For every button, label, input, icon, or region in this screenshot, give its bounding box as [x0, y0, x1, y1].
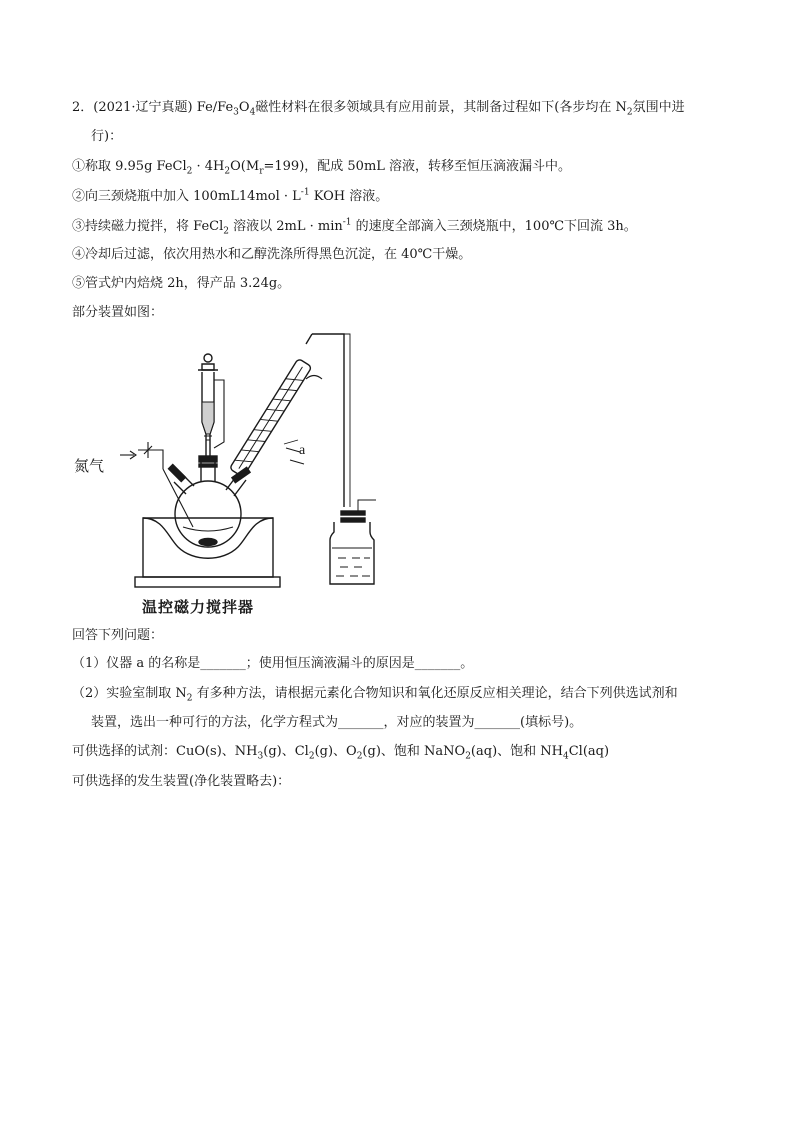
step-5 — [72, 275, 290, 293]
stirrer-foot — [135, 577, 280, 587]
subscript: 3 — [257, 751, 264, 762]
subscript: 2 — [465, 751, 471, 762]
step-text: =199) — [263, 159, 305, 174]
apparatus-intro: 部分装置如图： — [72, 305, 164, 320]
step-text: ②向三颈烧瓶中加入 100mL14mol · L — [72, 189, 301, 204]
nitrogen-label: 氮气 — [74, 457, 105, 475]
reagent-text: (g)、Cl — [263, 744, 309, 759]
wash-bottle — [330, 522, 374, 584]
subscript: 2 — [356, 751, 363, 762]
question-stem-line-1 — [72, 99, 685, 117]
step-4 — [72, 246, 471, 264]
apparatus-figure — [68, 322, 398, 622]
reagent-text: (g)、O — [314, 744, 357, 759]
three-neck-flask — [175, 481, 241, 547]
condenser-a — [229, 358, 311, 477]
subscript: 4 — [249, 107, 256, 118]
step-text: ③持续磁力搅拌，将 FeCl — [72, 219, 224, 234]
subscript: 2 — [626, 107, 633, 118]
sub-question-1: （1）仪器 a 的名称是_______；使用恒压滴液漏斗的原因是_______。 — [72, 656, 474, 671]
step-text: ，配成 50mL 溶液，转移至恒压滴液漏斗中。 — [304, 159, 572, 174]
q2-text: 有多种方法，请根据元素化合物知识和氧化还原反应相关理论，结合下列供选试剂和 — [192, 686, 678, 701]
step-text: ⑤管式炉内焙烧 2h，得产品 3.24g。 — [72, 276, 291, 291]
stem-text: 氛围中进 — [632, 100, 685, 115]
subscript: 4 — [562, 751, 569, 762]
devices-intro: 可供选择的发生装置(净化装置略去)： — [72, 774, 291, 789]
step-text: (M — [240, 159, 260, 174]
superscript: -1 — [300, 187, 310, 198]
instrument-a-label: a — [299, 443, 306, 458]
reagent-text: Cl(aq) — [568, 744, 610, 759]
step-text: · 4H — [192, 159, 225, 174]
step-1 — [72, 158, 571, 176]
step-text: 的速度全部滴入三颈烧瓶中，100℃下回流 3h。 — [351, 219, 637, 234]
reagent-text: (g)、饱和 NaNO — [362, 744, 466, 759]
reagent-text: (aq)、饱和 NH — [470, 744, 563, 759]
subscript: 2 — [224, 166, 231, 177]
step-2 — [72, 188, 388, 206]
step-text: 溶液以 2mL · min — [228, 219, 343, 234]
stem-text: 2．(2021·辽宁真题) Fe/Fe — [72, 100, 234, 115]
reagents-line — [72, 743, 609, 761]
subscript: 2 — [223, 226, 229, 237]
step-3 — [72, 218, 637, 236]
question-stem-line-2: 行)： — [91, 129, 123, 144]
answer-intro: 回答下列问题： — [72, 628, 164, 643]
subscript: 2 — [186, 693, 193, 704]
subscript: 2 — [186, 166, 193, 177]
stem-text: O — [238, 100, 250, 115]
figure-caption: 温控磁力搅拌器 — [142, 598, 255, 616]
step-text: O — [230, 159, 241, 174]
stem-text: 磁性材料在很多领域具有应用前景，其制备过程如下(各步均在 N — [255, 100, 627, 115]
sub-question-2-line-2: 装置，选出一种可行的方法，化学方程式为_______，对应的装置为_______(填标号)。 — [91, 715, 583, 730]
q2-text: （2）实验室制取 N — [72, 686, 187, 701]
step-text: ④冷却后过滤，依次用热水和乙醇洗涤所得黑色沉淀，在 40℃干燥。 — [72, 247, 472, 262]
superscript: -1 — [342, 217, 352, 228]
sub-question-2-line-1 — [72, 685, 678, 703]
step-text: ①称取 9.95g FeCl — [72, 159, 187, 174]
reagent-text: 可供选择的试剂：CuO(s)、NH — [72, 744, 258, 759]
subscript: 3 — [233, 107, 239, 118]
step-text: KOH 溶液。 — [309, 189, 389, 204]
stir-bar — [199, 539, 217, 546]
funnel-stopper — [204, 354, 212, 362]
subscript: 2 — [308, 751, 315, 762]
subscript: r — [259, 166, 264, 177]
